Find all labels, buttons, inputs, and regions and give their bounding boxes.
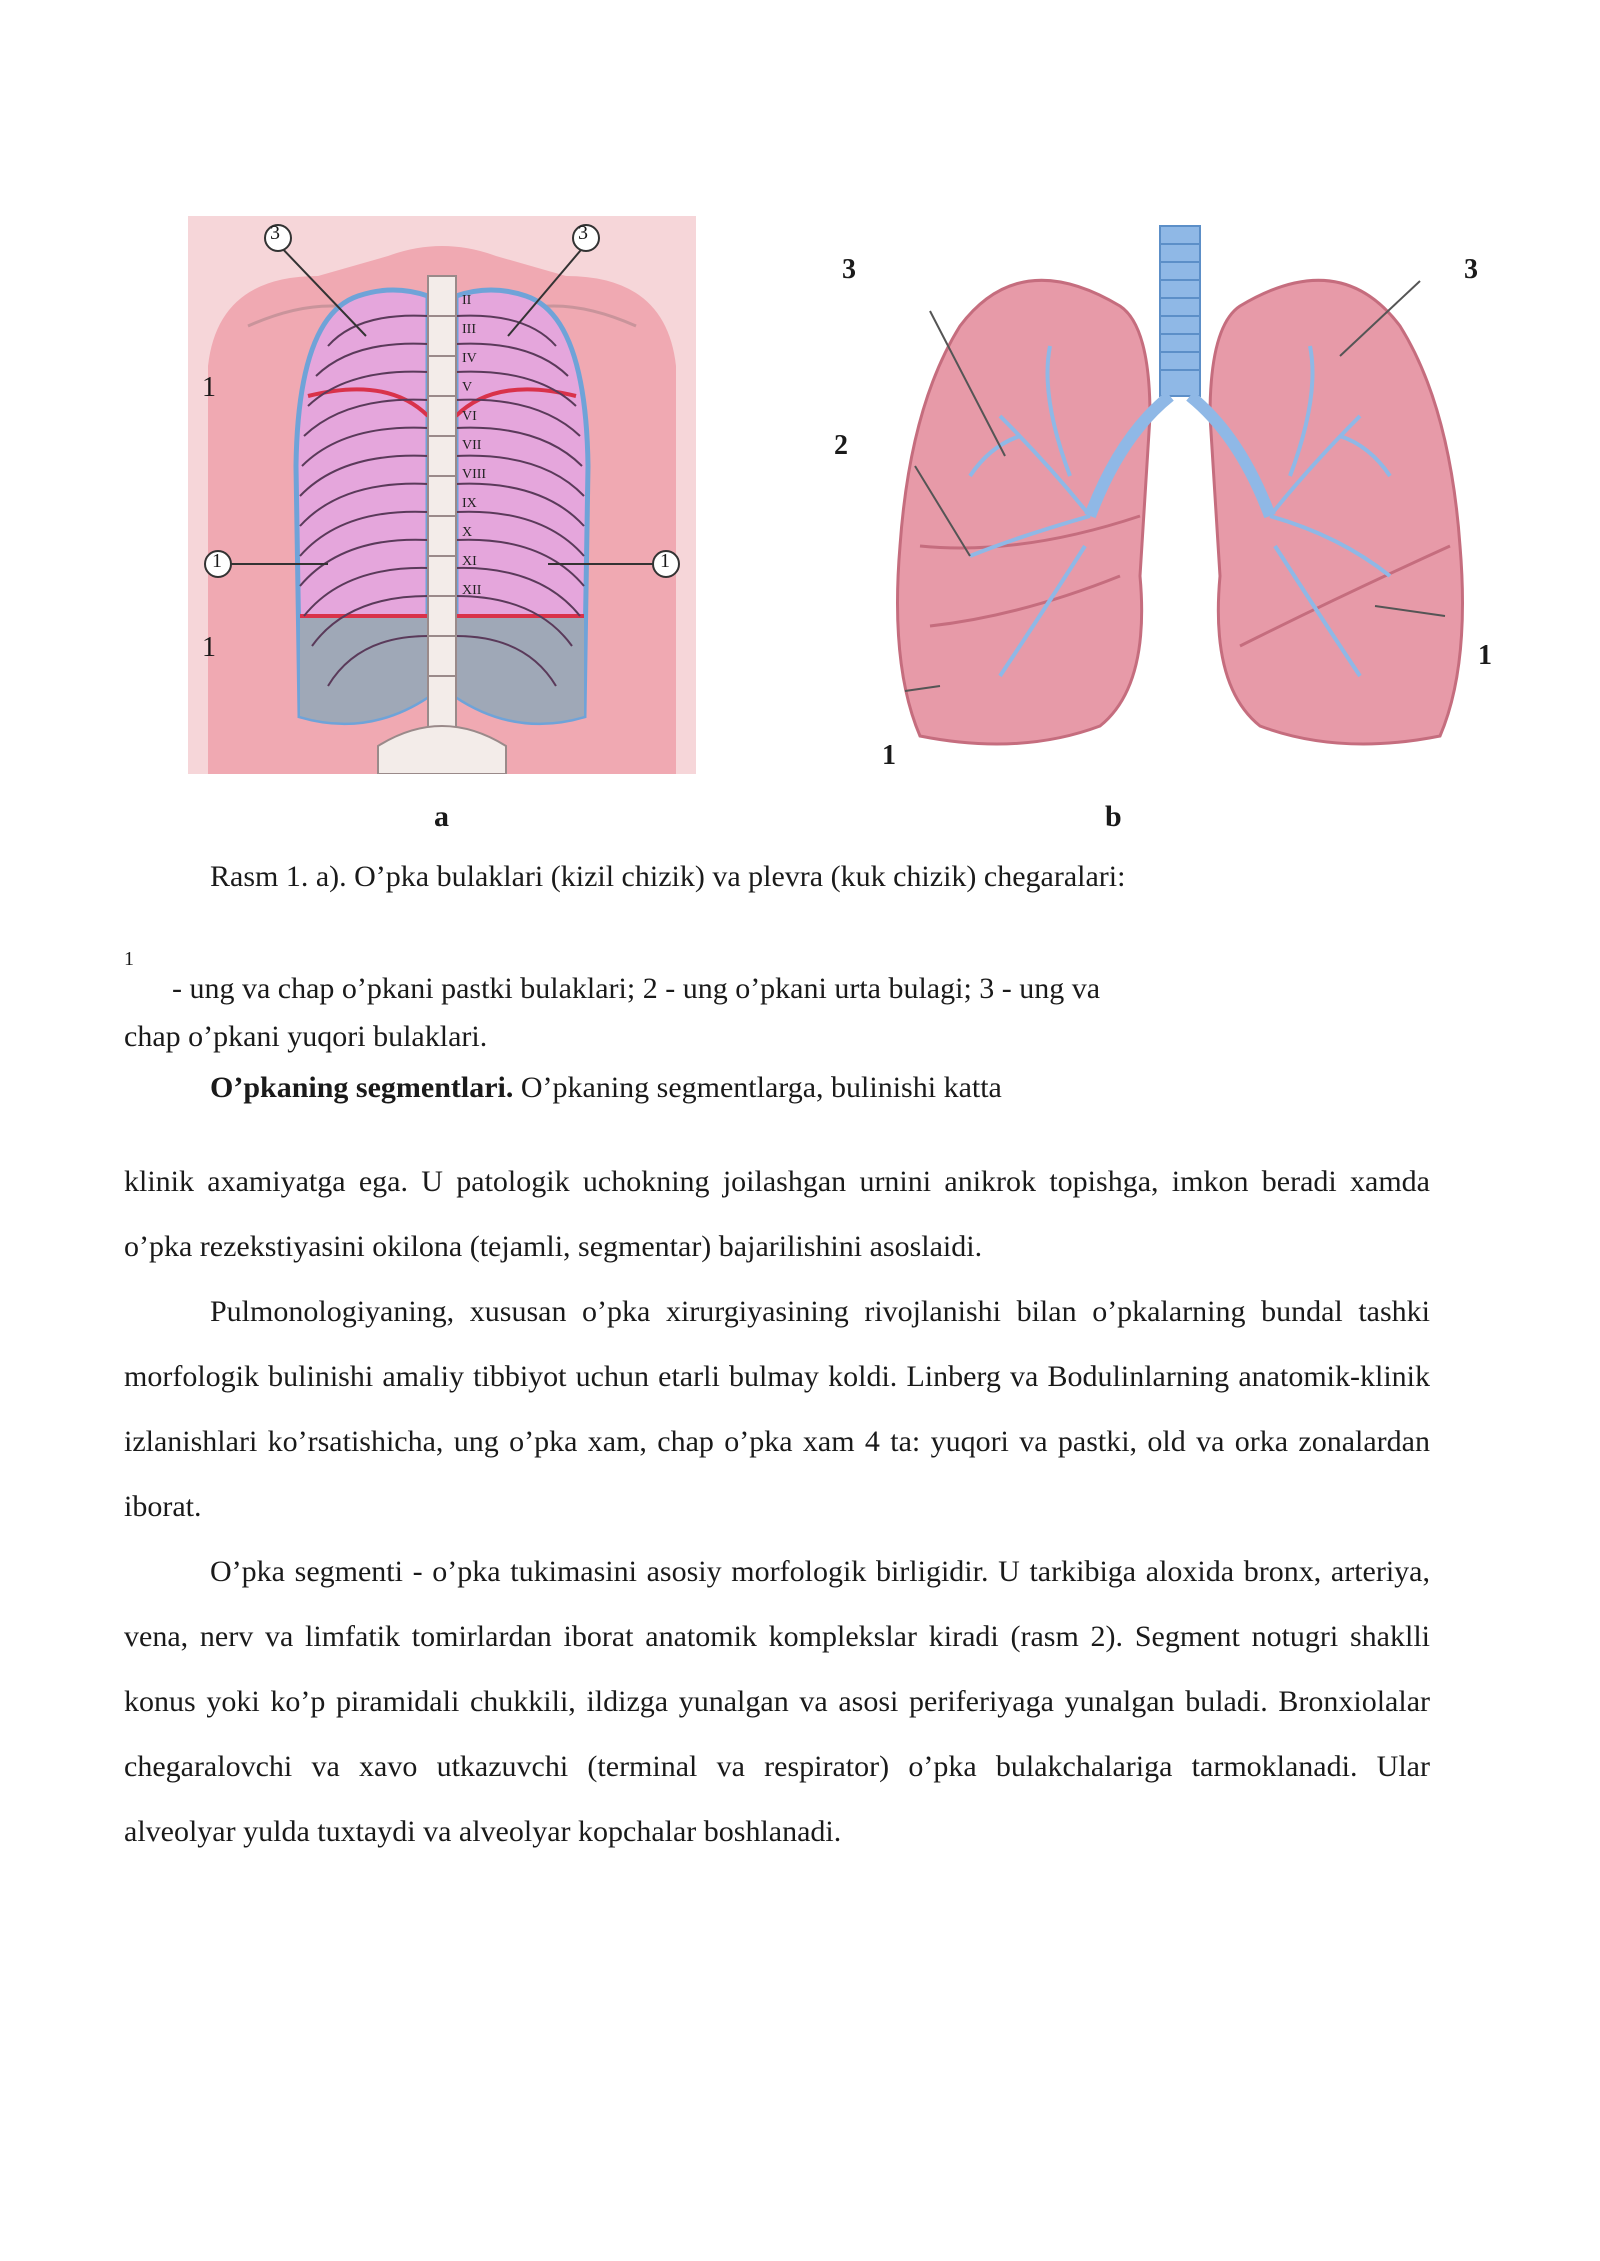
legend-number: 1 [124,948,134,970]
section-heading: O’pkaning segmentlari. [210,1071,514,1104]
rib-numeral: III [462,322,476,337]
figure-caption: Rasm 1. a). O’pka bulaklari (kizil chizik) va plevra (kuk chizik) chegaralari: [210,860,1126,893]
rib-numeral: VI [462,409,477,424]
rib-numeral: II [462,293,472,308]
legend-line-2: chap o’pkani yuqori bulaklari. [124,1020,488,1053]
callout-3-right: 3 [578,222,588,244]
rib-numeral: XI [462,554,477,569]
figure-b-label: b [1105,800,1122,833]
fig-b-number-3-right: 3 [1464,254,1478,285]
rib-numeral: IV [462,351,477,366]
figure-a [188,216,696,774]
lungs-illustration [820,216,1520,776]
paragraph: Pulmonologiyaning, xususan o’pka xirurgiyasining rivojlanishi bilan o’pkalarning bundal tashki morfologik bulinishi amaliy tibbiyot uchun etarli bulmay koldi. Linberg va Bodulinlarning anatomik-klinik izlanishlari ko’rsatishicha, ung o’pka xam, chap o’pka xam 4 ta: yuqori va pastki, old va orka zonalardan iborat. [124,1295,1430,1523]
callout-3-left: 3 [270,222,280,244]
rib-numeral: XII [462,583,482,598]
side-number-lower: 1 [202,632,216,663]
paragraph: O’pka segmenti - o’pka tukimasini asosiy morfologik birligidir. U tarkibiga aloxida bronx, arteriya, vena, nerv va limfatik tomirlardan iborat anatomik komplekslar kiradi (rasm 2). Segment notugri shaklli konus yoki ko’p piramidali chukkili, ildizga yunalgan va asosi periferiyaga yunalgan buladi. Bronxiolalar chegaralovchi va xavo utkazuvchi (terminal va respirator) o’pka bulakchalariga tarmoklanadi. Ular alveolyar yulda tuxtaydi va alveolyar kopchalar boshlanadi. [124,1555,1430,1848]
rib-numerals [462,286,486,605]
back-anatomy-illustration [188,216,696,774]
figure-a-label: a [434,800,449,833]
fig-b-number-3-left: 3 [842,254,856,285]
fig-b-number-1-left: 1 [882,740,896,771]
callout-1-right: 1 [660,550,670,572]
fig-b-number-2: 2 [834,430,848,461]
rib-numeral: V [462,380,473,395]
body-text [124,1149,1430,1864]
figure-b [820,216,1520,776]
section-heading-text: O’pkaning segmentlarga, bulinishi katta [513,1071,1002,1104]
fig-b-number-1-right: 1 [1478,640,1492,671]
rib-numeral: X [462,525,473,540]
rib-numeral: IX [462,496,477,511]
rib-numeral: VIII [462,467,487,482]
side-number-upper: 1 [202,372,216,403]
callout-1-left: 1 [212,550,222,572]
rib-numeral: VII [462,438,482,453]
section-heading-line [210,1071,1002,1105]
paragraph: klinik axamiyatga ega. U patologik uchokning joilashgan urnini anikrok topishga, imkon beradi xamda o’pka rezekstiyasini okilona (tejamli, segmentar) bajarilishini asoslaidi. [124,1165,1430,1263]
legend-line-1: - ung va chap o’pkani pastki bulaklari; 2 - ung o’pkani urta bulagi; 3 - ung va [172,972,1101,1005]
